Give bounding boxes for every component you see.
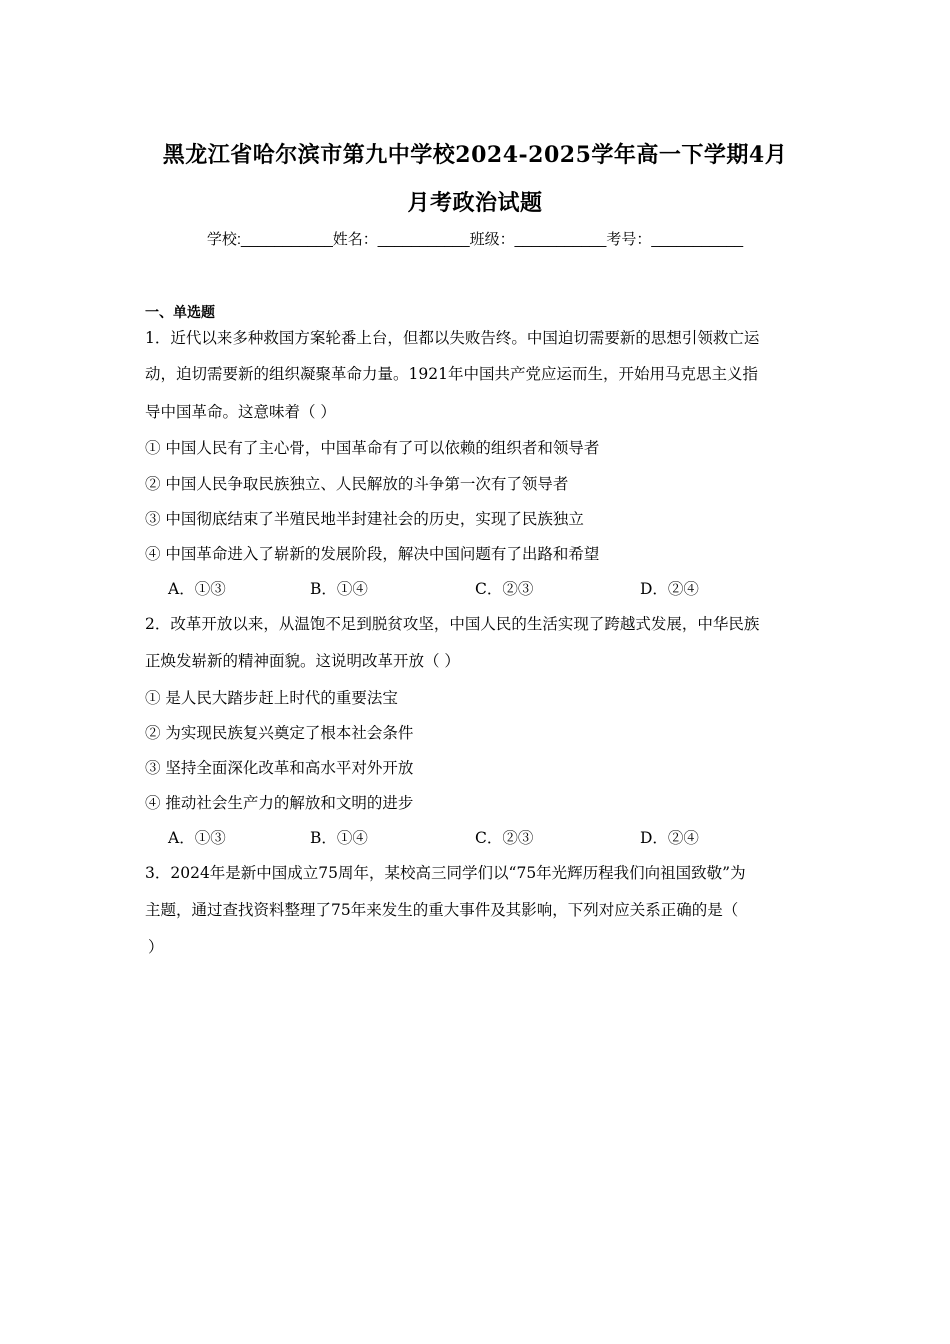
question-2-option-c: C．②③ [475,829,534,847]
section-heading: 一、单选题 [145,305,215,321]
question-2-item-1: ① 是人民大踏步赶上时代的重要法宝 [145,689,398,707]
question-2-stem-line-2: 正焕发崭新的精神面貌。这说明改革开放（ ） [145,652,460,670]
question-2-option-d: D．②④ [640,829,699,847]
question-1-option-d: D．②④ [640,580,699,598]
question-1-stem-line-2: 动，迫切需要新的组织凝聚革命力量。1921年中国共产党应运而生，开始用马克思主义指 [145,365,758,383]
question-1-option-b: B．①④ [310,580,368,598]
student-info-line: 学校:___________姓名：___________班级：___________考号：___________ [206,231,744,248]
exam-title-line-1: 黑龙江省哈尔滨市第九中学校2024-2025学年高一下学期4月 [162,142,788,168]
question-1-option-c: C．②③ [475,580,534,598]
exam-title-line-2: 月考政治试题 [407,190,543,216]
question-3-stem-line-3: ） [148,938,164,956]
question-1-item-3: ③ 中国彻底结束了半殖民地半封建社会的历史，实现了民族独立 [145,510,584,528]
question-3-stem-line-1: 3．2024年是新中国成立75周年，某校高三同学们以“75年光辉历程我们向祖国致敬”为 [145,864,746,882]
question-1-item-2: ② 中国人民争取民族独立、人民解放的斗争第一次有了领导者 [145,475,569,493]
question-2-item-3: ③ 坚持全面深化改革和高水平对外开放 [145,759,414,777]
question-1-option-a: A．①③ [168,580,226,598]
question-2-item-4: ④ 推动社会生产力的解放和文明的进步 [145,794,414,812]
question-1-stem-line-3: 导中国革命。这意味着（ ） [145,403,336,421]
question-1-item-4: ④ 中国革命进入了崭新的发展阶段，解决中国问题有了出路和希望 [145,545,600,563]
question-2-stem-line-1: 2．改革开放以来，从温饱不足到脱贫攻坚，中国人民的生活实现了跨越式发展，中华民族 [145,615,760,633]
question-1-stem-line-1: 1．近代以来多种救国方案轮番上台，但都以失败告终。中国迫切需要新的思想引领救亡运 [145,329,760,347]
question-1-item-1: ① 中国人民有了主心骨，中国革命有了可以依赖的组织者和领导者 [145,439,600,457]
question-2-option-a: A．①③ [168,829,226,847]
question-2-option-b: B．①④ [310,829,368,847]
question-3-stem-line-2: 主题，通过查找资料整理了75年来发生的重大事件及其影响，下列对应关系正确的是（ [145,901,739,919]
question-2-item-2: ② 为实现民族复兴奠定了根本社会条件 [145,724,414,742]
